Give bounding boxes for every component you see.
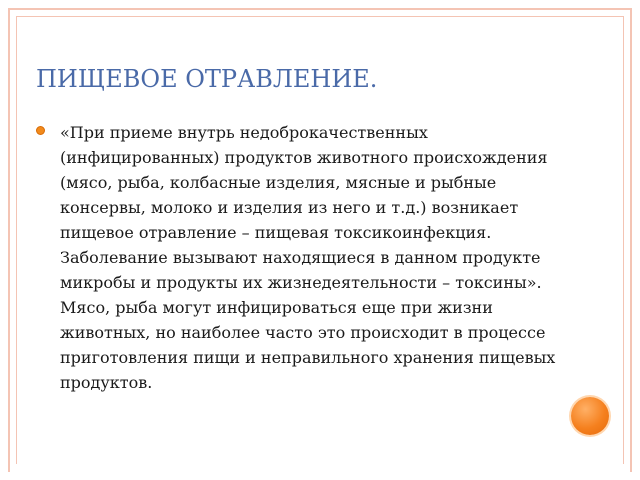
slide-content — [36, 120, 556, 395]
decorative-circle-icon — [571, 397, 609, 435]
bullet-item — [36, 120, 556, 395]
bullet-text: «При приеме внутрь недоброкачественных (инфицированных) продуктов животного происхождения (мясо, рыба, колбасные изделия, мясные и рыбные консервы, молоко и изделия из него и т.д.) возникает пищевое отравление – пищевая токсикоинфекция. Заболевание вызывают находящиеся в данном продукте микробы и продукты их жизнедеятельности – токсины». Мясо, рыба могут инфицироваться еще при жизни животных, но наиболее часто это происходит в процессе приготовления пищи и неправильного хранения пищевых продуктов. — [60, 123, 556, 392]
bullet-icon — [36, 126, 45, 135]
slide-title: ПИЩЕВОЕ ОТРАВЛЕНИЕ. — [36, 65, 378, 93]
